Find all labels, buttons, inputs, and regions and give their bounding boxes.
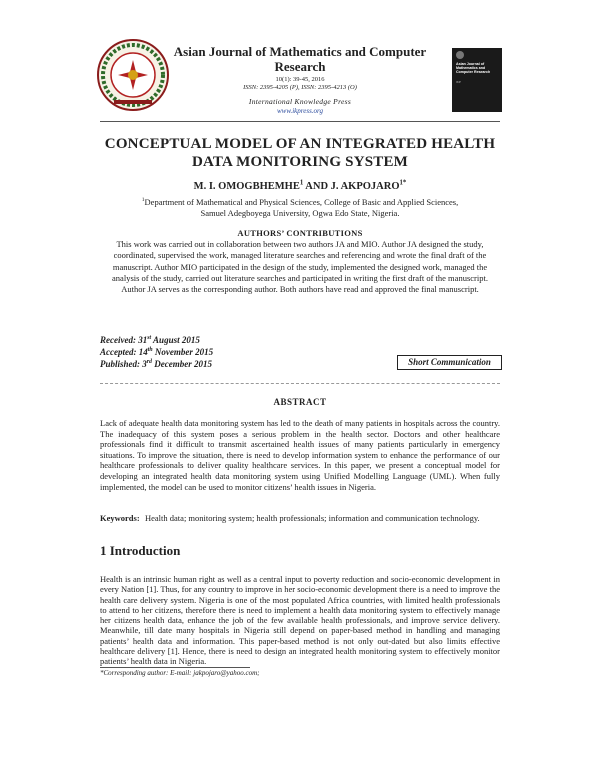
affiliation-line2: Samuel Adegboyega University, Ogwa Edo State, Nigeria.	[200, 208, 400, 218]
cover-title: Asian Journal of Mathematics and Computer Research	[456, 62, 491, 75]
author-2-affiliation: 1*	[399, 179, 407, 187]
keywords-text: Health data; monitoring system; health professionals; information and communication technology.	[145, 513, 480, 523]
header-divider	[100, 121, 500, 122]
accepted-label: Accepted: 14	[100, 347, 148, 357]
publisher-website[interactable]: www.ikpress.org	[276, 107, 324, 115]
received-date	[100, 335, 200, 345]
accepted-rest: November 2015	[152, 347, 214, 357]
section-divider	[100, 383, 500, 384]
issn: ISSN: 2395-4205 (P), ISSN: 2395-4213 (O)	[243, 84, 357, 91]
received-label: Received: 31	[100, 335, 148, 345]
received-suffix: st	[147, 335, 152, 341]
abstract-heading: ABSTRACT	[273, 397, 327, 407]
author-1: M. I. OMOGBHEMHE	[193, 181, 300, 192]
received-rest: August 2015	[151, 335, 200, 345]
accepted-suffix: th	[147, 347, 153, 353]
published-rest: December 2015	[151, 359, 212, 369]
author-1-affiliation: 1	[299, 179, 304, 187]
paper-title-line2: DATA MONITORING SYSTEM	[191, 154, 409, 170]
publisher: International Knowledge Press	[248, 97, 352, 106]
contributions-text: This work was carried out in collaboration between two authors JA and MIO. Author JA designed the study, coordinated, supervised the work, managed literature searches and referencing and wrote the final draft of the manuscript. Author MIO participated in the design of the study, implemented the designed work, managed the analysis of the study, carried out literature searches and participated in writing the first draft of the manuscript. Author JA serves as the corresponding author. Both authors have read and approved the final manuscript.	[112, 239, 488, 295]
author-2: AND J. AKPOJARO	[303, 181, 400, 192]
corresponding-author-footnote: *Corresponding author: E-mail: jakpojaro@yahoo.com;	[100, 669, 260, 677]
article-type-badge: Short Communication	[397, 355, 502, 370]
section-heading-introduction: 1 Introduction	[100, 543, 181, 558]
volume-pages: 10(1): 39-45, 2016	[275, 76, 325, 83]
abstract-text: Lack of adequate health data monitoring system has led to the death of many patients in hospitals across the country. The inadequacy of this system poses a serious problem in the health sector. Doctors and other healthcare professionals find it difficult to transmit ascertained health issues of many patients particularly in emergency situations. To improve the situation, there is need to develop information system to enhance the performance of our healthcare professionals to deliver quality healthcare services. In this paper, we present a conceptual model for developing an integrated health data monitoring system using Unified Modelling Language (UML). When fully implemented, the model can be used to monitor citizens’ health issues in Nigeria.	[100, 418, 500, 492]
published-suffix: rd	[146, 359, 152, 365]
accepted-date	[100, 347, 213, 357]
affiliation-line1	[60, 197, 540, 208]
journal-cover-thumbnail	[452, 48, 502, 112]
journal-logo	[96, 38, 170, 112]
paper-title-line1: CONCEPTUAL MODEL OF AN INTEGRATED HEALTH	[104, 136, 496, 152]
cover-subtitle: IKP	[456, 80, 461, 84]
authors	[60, 181, 540, 192]
keywords-label: Keywords:	[100, 513, 140, 523]
cover-emblem-icon	[456, 51, 464, 59]
contributions-heading: AUTHORS’ CONTRIBUTIONS	[237, 228, 363, 238]
affiliation-text-1: Department of Mathematical and Physical Sciences, College of Basic and Applied Sciences,	[144, 197, 459, 207]
journal-title: Asian Journal of Mathematics and Computer Research	[173, 44, 427, 74]
affiliation-marker: 1	[141, 197, 145, 204]
published-date	[100, 359, 212, 369]
introduction-text: Health is an intrinsic human right as well as a central input to poverty reduction and socio-economic development in every Nation [1]. Thus, for any country to improve in her socio-economic development there is a need to improve the health care delivery system. Nigeria is one of the most populated Africa countries, with limited health professionals to attend to her citizens, therefore there is need to implement a health data monitoring system to effectively manage her citizens health data, enhance the job of the few available health professionals, and improve service delivery. Meanwhile, till date many hospitals in Nigeria still depend on paper-based method in handling and managing patients’ health data and information. This paper-based method is not only out-dated but also limits effective healthcare delivery [1]. Hence, there is need to design an integrated health monitoring system to effectively monitor patients’ health data in Nigeria.	[100, 574, 500, 667]
footnote-divider	[100, 667, 250, 668]
paper-title	[60, 135, 540, 171]
published-label: Published: 3	[100, 359, 147, 369]
